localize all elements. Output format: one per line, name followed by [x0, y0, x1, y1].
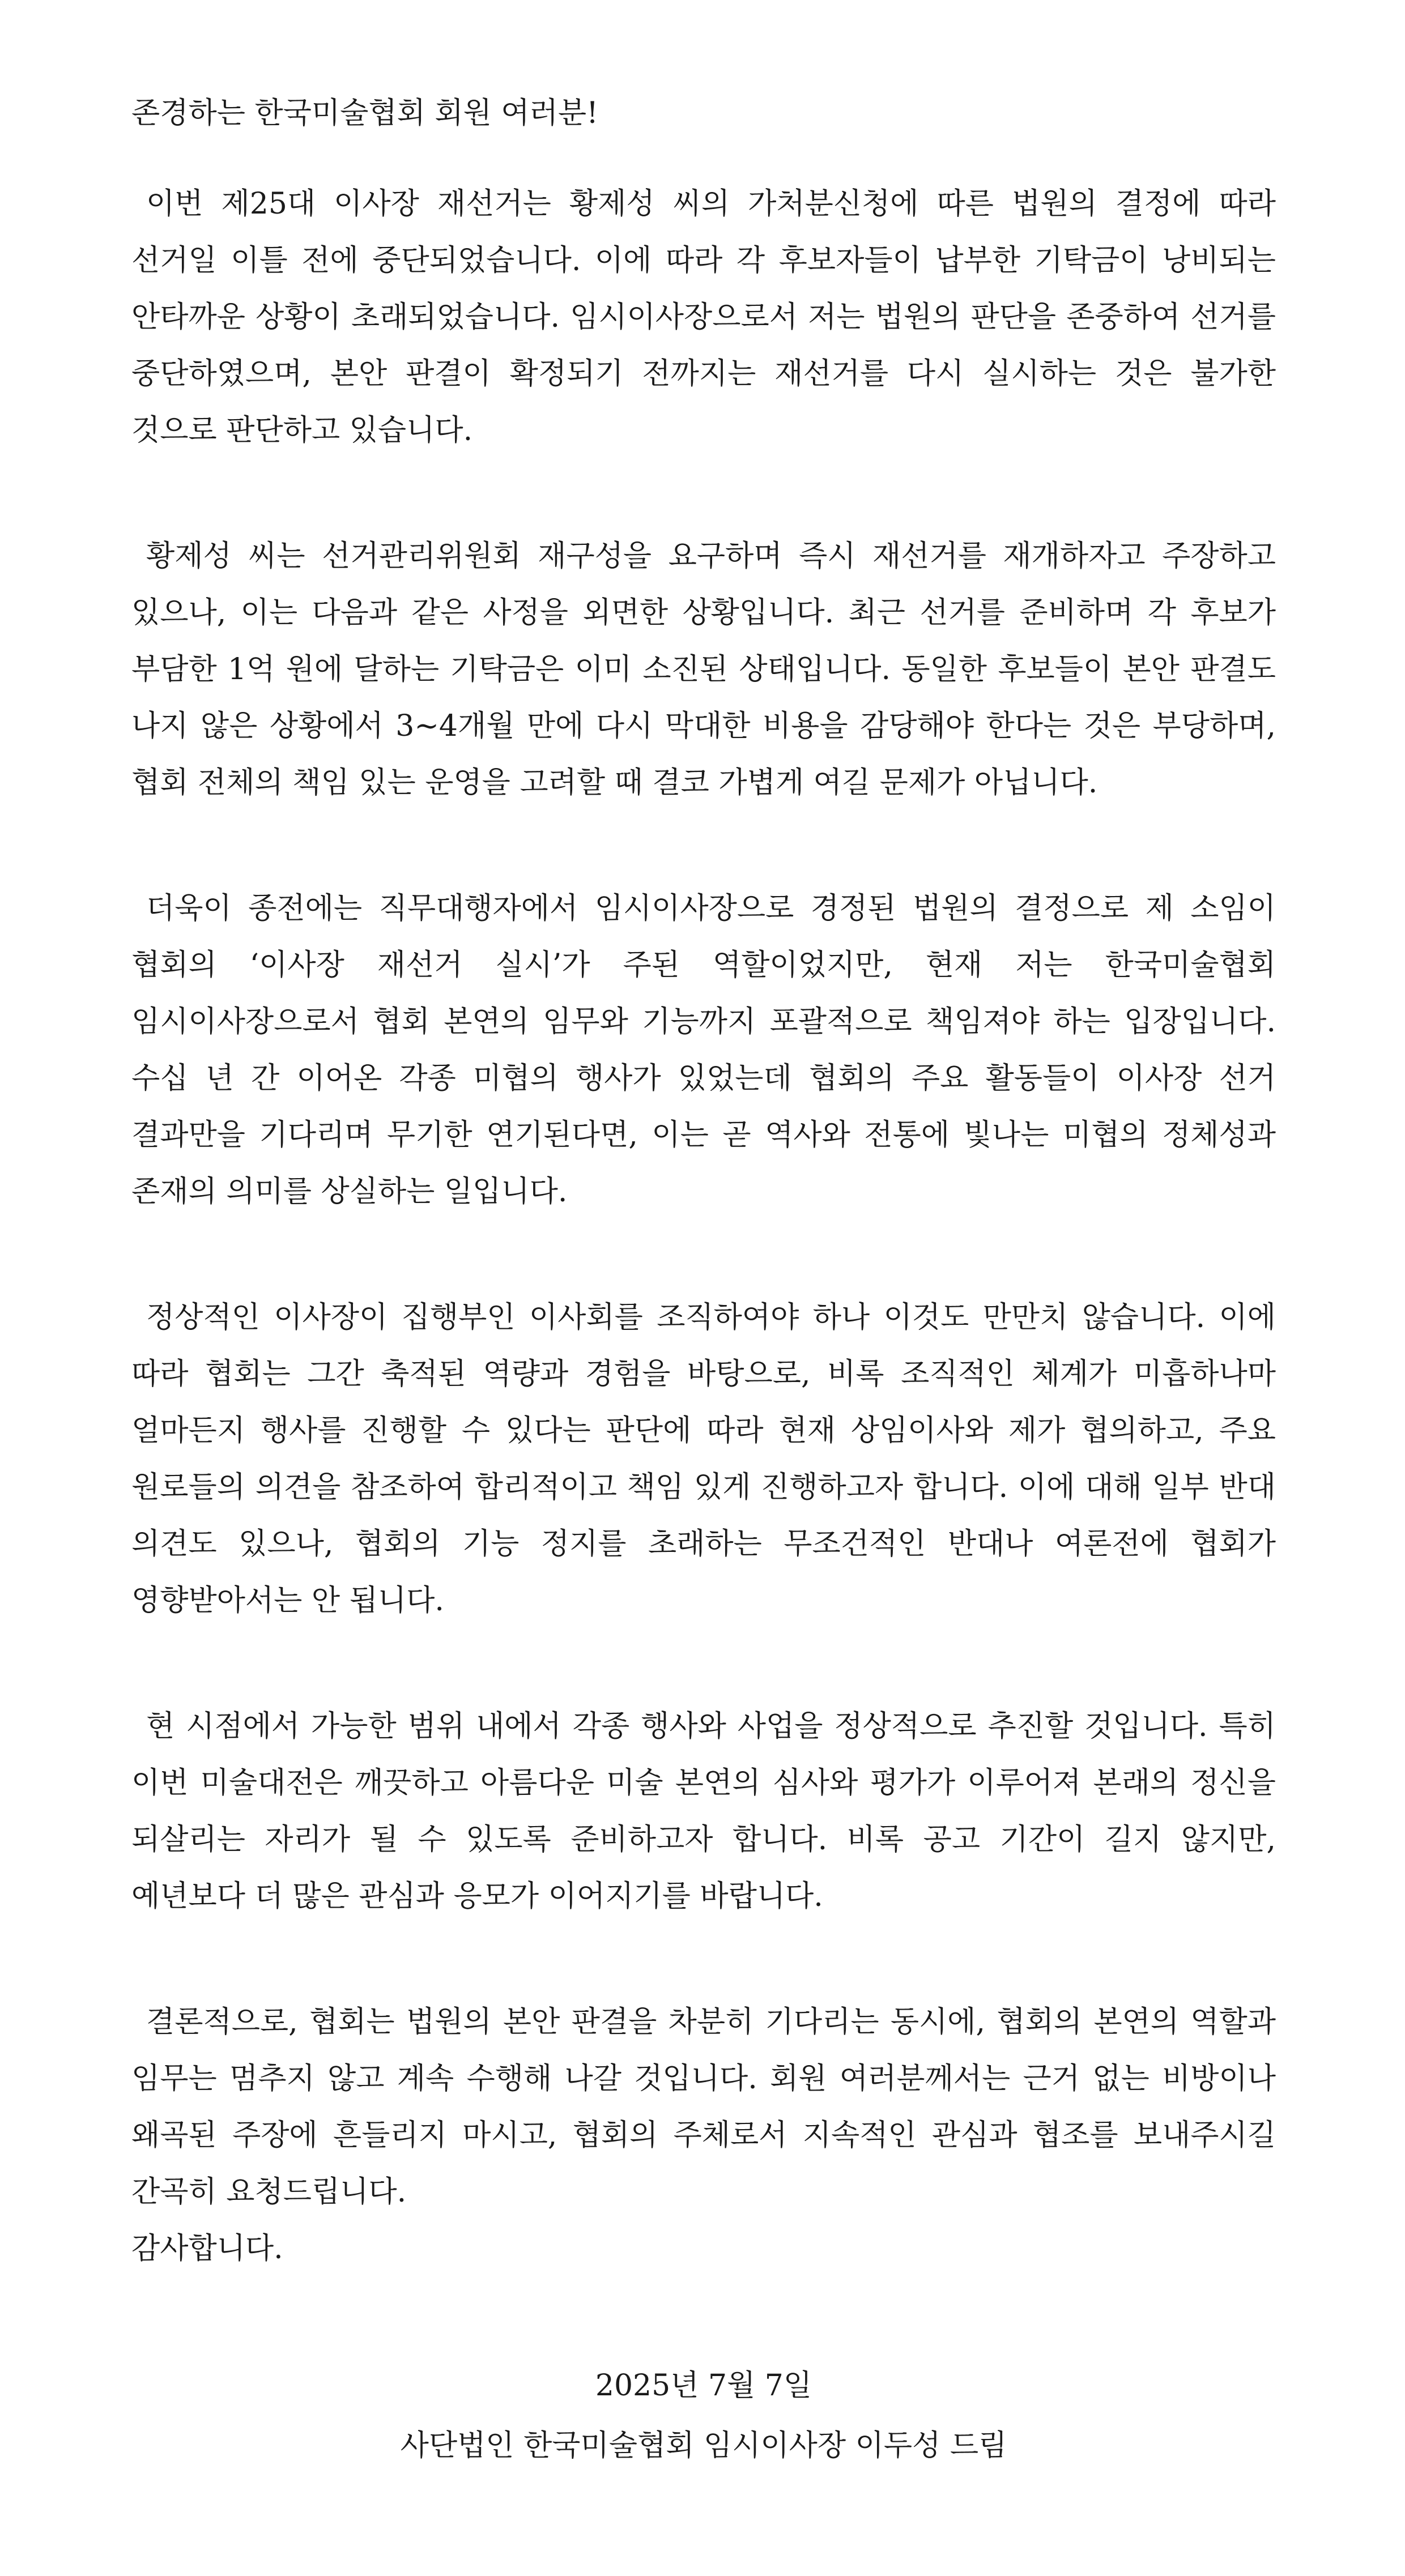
- paragraph-acting-chairman-role: 더욱이 종전에는 직무대행자에서 임시이사장으로 경정된 법원의 결정으로 제 소임이 협회의 ‘이사장 재선거 실시’가 주된 역할이었지만, 현재 저는 한국미술협회 임시이사장으로서 협회 본연의 임무와 기능까지 포괄적으로 책임져야 하는 입장입니다. 수십 년 간 이어온 각종 미협의 행사가 있었는데 협회의 주요 활동들이 이사장 선거 결과만을 기다리며 무기한 연기된다면, 이는 곧 역사와 전통에 빛나는 미협의 정체성과 존재의 의미를 상실하는 일입니다.: [131, 892, 1276, 1209]
- letter-date: 2025년 7월 7일: [595, 2369, 812, 2403]
- signature-line: 사단법인 한국미술협회 임시이사장 이두성 드림: [400, 2429, 1007, 2463]
- letter-body: [131, 85, 1276, 2277]
- paragraph-election-suspension: 이번 제25대 이사장 재선거는 황제성 씨의 가처분신청에 따른 법원의 결정에 따라 선거일 이틀 전에 중단되었습니다. 이에 따라 각 후보자들이 납부한 기탁금이 낭비되는 안타까운 상황이 초래되었습니다. 임시이사장으로서 저는 법원의 판단을 존중하여 선거를 중단하였으며, 본안 판결이 확정되기 전까지는 재선거를 다시 실시하는 것은 불가한 것으로 판단하고 있습니다.: [131, 187, 1276, 447]
- paragraph-conclusion: 결론적으로, 협회는 법원의 본안 판결을 차분히 기다리는 동시에, 협회의 본연의 역할과 임무는 멈추지 않고 계속 수행해 나갈 것입니다. 회원 여러분께서는 근거 없는 비방이나 왜곡된 주장에 흔들리지 마시고, 협회의 주체로서 지속적인 관심과 협조를 보내주시길 간곡히 요청드립니다.: [131, 2005, 1276, 2209]
- paragraph-art-exhibition: 현 시점에서 가능한 범위 내에서 각종 행사와 사업을 정상적으로 추진할 것입니다. 특히 이번 미술대전은 깨끗하고 아름다운 미술 본연의 심사와 평가가 이루어져 본래의 정신을 되살리는 자리가 될 수 있도록 준비하고자 합니다. 비록 공고 기간이 길지 않지만, 예년보다 더 많은 관심과 응모가 이어지기를 바랍니다.: [131, 1709, 1276, 1913]
- greeting: 존경하는 한국미술협회 회원 여러분!: [131, 96, 598, 130]
- paragraph-deposit-cost: 황제성 씨는 선거관리위원회 재구성을 요구하며 즉시 재선거를 재개하자고 주장하고 있으나, 이는 다음과 같은 사정을 외면한 상황입니다. 최근 선거를 준비하며 각 후보가 부담한 1억 원에 달하는 기탁금은 이미 소진된 상태입니다. 동일한 후보들이 본안 판결도 나지 않은 상황에서 3~4개월 만에 다시 막대한 비용을 감당해야 한다는 것은 부당하며, 협회 전체의 책임 있는 운영을 고려할 때 결코 가볍게 여길 문제가 아닙니다.: [131, 539, 1276, 800]
- closing-thanks: 감사합니다.: [131, 2232, 283, 2266]
- paragraph-board-organization: 정상적인 이사장이 집행부인 이사회를 조직하여야 하나 이것도 만만치 않습니다. 이에 따라 협회는 그간 축적된 역량과 경험을 바탕으로, 비록 조직적인 체계가 미흡하나마 얼마든지 행사를 진행할 수 있다는 판단에 따라 현재 상임이사와 제가 협의하고, 주요 원로들의 의견을 참조하여 합리적이고 책임 있게 진행하고자 합니다. 이에 대해 일부 반대 의견도 있으나, 협회의 기능 정지를 초래하는 무조건적인 반대나 여론전에 협회가 영향받아서는 안 됩니다.: [131, 1300, 1276, 1618]
